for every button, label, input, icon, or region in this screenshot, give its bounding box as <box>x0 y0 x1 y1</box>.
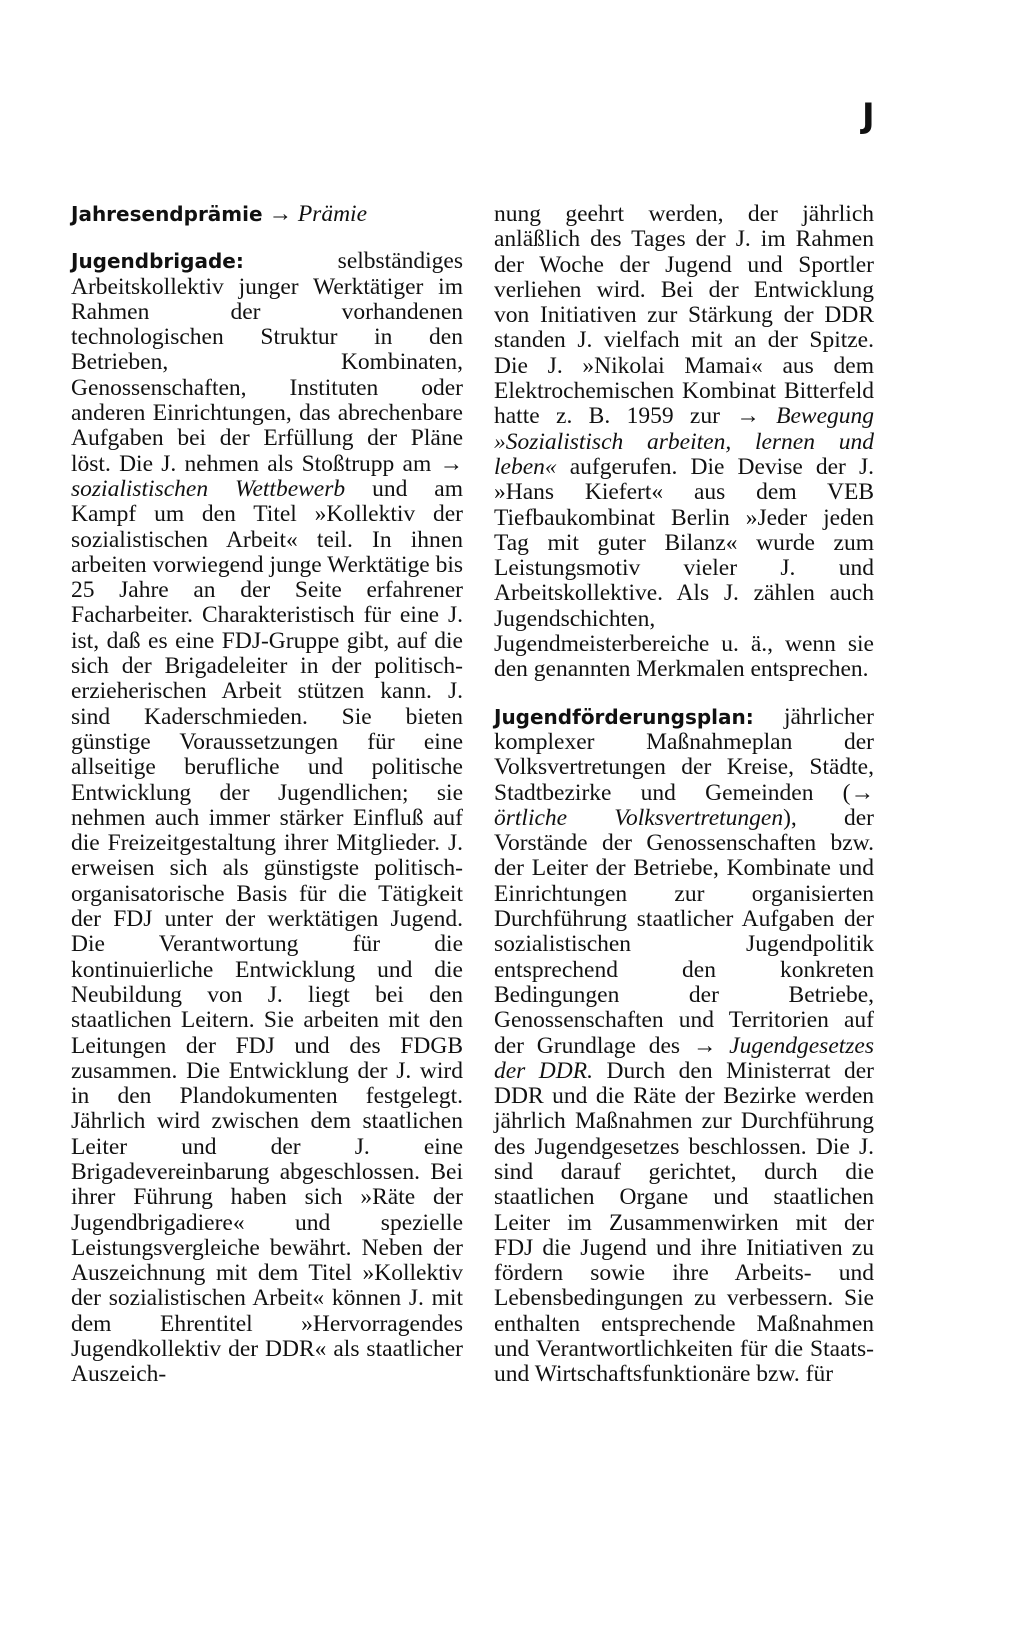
entry-jugendfoerderungsplan <box>494 705 874 1388</box>
entry-text: Durch den Ministerrat der DDR und die Räte der Bezirke werden jährlich Maßnahmen zur Durchführung des Jugendgesetzes beschlossen. Die J. sind darauf gerichtet, durch die staatlichen Organe und staatlichen Leiter im Zusammenwirken mit der FDJ die Jugend und ihre Initiativen zu fördern sowie ihre Arbeits- und Lebensbedingungen zu verbessern. Sie enthalten entsprechende Maßnahmen und Verantwortlichkeiten für die Staats- und Wirtschaftsfunktionäre bzw. für <box>494 1057 874 1388</box>
entry-jugendbrigade-continued <box>494 202 874 683</box>
entry-text: und am Kampf um den Titel »Kollektiv der sozialistischen Arbeit« teil. In ihnen arbeiten vorwiegend junge Werktätige bis 25 Jahre an der Seite erfahrener Facharbeiter. Charakteristisch für eine J. ist, daß es eine FDJ-Gruppe gibt, auf die sich der Brigadeleiter in der politisch-erzieherischen Arbeit stützen kann. J. sind Kaderschmieden. Sie bieten günstige Voraussetzungen für eine allseitige berufliche und politische Entwicklung der Jugendlichen; sie nehmen auch immer stärker Einfluß auf die Freizeitgestaltung ihrer Mitglieder. J. erweisen sich als günstigste politisch-organisatorische Basis für die Tätigkeit der FDJ unter der werktätigen Jugend. Die Verantwortung für die kontinuierliche Entwicklung und die Neubildung von J. liegt bei den staatlichen Leitern. Sie arbeiten mit den Leitungen der FDJ und des FDGB zusammen. Die Entwicklung der J. wird in den Plandokumenten festgelegt. Jährlich wird zwischen dem staatlichen Leiter und der J. eine Brigadevereinbarung abgeschlossen. Bei ihrer Führung haben sich »Räte der Jugendbrigadiere« und spezielle Leistungsvergleiche bewährt. Neben der Auszeichnung mit dem Titel »Kollektiv der sozialistischen Arbeit« können J. mit dem Ehrentitel »Hervorragendes Jugendkollektiv der DDR« als staatlicher Auszeich- <box>71 475 463 1388</box>
entry-jugendbrigade <box>71 249 463 1387</box>
entry-text: jährlicher komplexer Maßnahmeplan der Volksvertretungen der Kreise, Städte, Stadtbezirke und Gemeinden ( <box>494 703 874 806</box>
right-column <box>494 202 874 1410</box>
cross-reference: örtliche Volksvertretungen <box>494 804 784 831</box>
entry-text: aufgerufen. Die Devise der J. »Hans Kiefert« aus dem VEB Tiefbaukombinat Berlin »Jeder jeden Tag mit guter Bilanz« wurde zum Leistungsmotiv vieler J. und Arbeitskollektive. Als J. zählen auch Jugendschichten, Jugendmeisterbereiche u. ä., wenn sie den genannten Merkmalen entsprechen. <box>494 453 875 683</box>
left-column <box>71 202 463 1410</box>
entry-text: nung geehrt werden, der jährlich anläßlich des Tages der J. im Rahmen der Woche der Jugend und Sportler verliehen wird. Bei der Entwicklung von Initiativen zur Stärkung der DDR standen J. vielfach mit an der Spitze. Die J. »Nikolai Mamai« aus dem Elektrochemischen Kombinat Bitterfeld hatte z. B. 1959 zur <box>494 201 874 430</box>
page-letter-heading: J <box>862 96 875 136</box>
cross-reference: Prämie <box>297 201 367 227</box>
cross-reference: Bewegung »Sozialistisch arbeiten, lernen und leben« <box>494 403 875 480</box>
cross-reference-arrow-icon: → <box>692 1032 717 1059</box>
cross-reference-arrow-icon: → <box>439 450 464 477</box>
cross-reference-arrow-icon: → <box>736 403 760 430</box>
entry-text: selbständiges Arbeitskollektiv junger Werktätiger im Rahmen der vorhandenen technologischen Struktur in den Betrieben, Kombinaten, Genossenschaften, Instituten oder anderen Einrichtungen, das abrechenbare Aufgaben bei der Erfüllung der Pläne löst. Die J. nehmen als Stoßtrupp am <box>71 248 463 477</box>
cross-reference: sozialistischen Wettbewerb <box>71 475 346 502</box>
entry-term: Jugendförderungsplan: <box>494 704 754 729</box>
entry-jahresendpraemie <box>71 202 463 227</box>
entry-term: Jugendbrigade: <box>71 249 244 274</box>
cross-reference: Jugendgesetzes der DDR. <box>494 1032 875 1084</box>
entry-text: ), der Vorstände der Genossenschaften bzw. der Leiter der Betriebe, Kombinate und Einrichtungen zur organisierten Durchführung staatlicher Aufgaben der sozialistischen Jugendpolitik entsprechend den konkreten Bedingungen der Betriebe, Genossenschaften und Territorien auf der Grundlage des <box>494 804 874 1059</box>
cross-reference-arrow-icon: → <box>268 201 292 227</box>
entry-term: Jahresendprämie <box>71 202 263 226</box>
cross-reference-arrow-icon: → <box>850 779 874 806</box>
